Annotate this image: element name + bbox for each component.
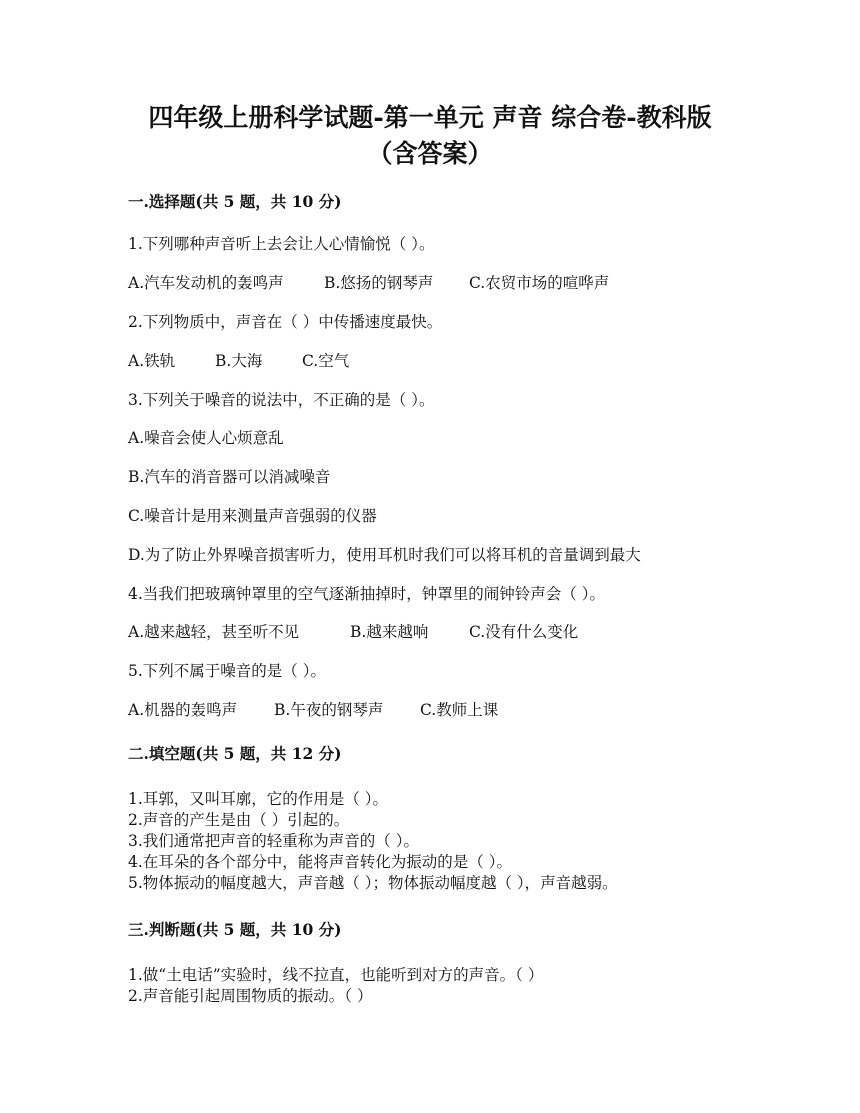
question-text: 5.物体振动的幅度越大，声音越（ ）；物体振动幅度越（ ），声音越弱。 <box>128 874 618 892</box>
question-text: 2.下列物质中，声音在（ ）中传播速度最快。 <box>128 313 443 331</box>
option: C.噪音计是用来测量声音强弱的仪器 <box>128 507 377 525</box>
options-row <box>128 351 349 371</box>
option: A.汽车发动机的轰鸣声 <box>128 274 284 292</box>
option: A.铁轨 <box>128 352 176 370</box>
options-row <box>128 622 578 642</box>
section-heading: 三.判断题(共 5 题，共 10 分) <box>128 920 342 939</box>
option: B.汽车的消音器可以消减噪音 <box>128 468 331 486</box>
page-title: 四年级上册科学试题-第一单元 声音 综合卷-教科版 <box>148 103 712 132</box>
question-text: 2.声音的产生是由（ ）引起的。 <box>128 811 350 829</box>
option: C.没有什么变化 <box>469 623 579 641</box>
options-row <box>128 273 609 293</box>
page-subtitle: （含答案） <box>367 139 493 168</box>
option: C.教师上课 <box>420 701 499 719</box>
question-text: 4.当我们把玻璃钟罩里的空气逐渐抽掉时，钟罩里的闹钟铃声会（ ）。 <box>128 585 605 603</box>
question-text: 1.做“土电话”实验时，线不拉直，也能听到对方的声音。（ ） <box>128 966 544 984</box>
option: B.悠扬的钢琴声 <box>324 274 434 292</box>
option: C.空气 <box>302 352 350 370</box>
option: A.噪音会使人心烦意乱 <box>128 429 284 447</box>
question-text: 3.下列关于噪音的说法中，不正确的是（ ）。 <box>128 391 435 409</box>
question-text: 1.耳郭，又叫耳廓，它的作用是（ ）。 <box>128 790 388 808</box>
option: C.农贸市场的喧哗声 <box>469 274 610 292</box>
question-text: 1.下列哪种声音听上去会让人心情愉悦（ ）。 <box>128 235 435 253</box>
section-heading: 二.填空题(共 5 题，共 12 分) <box>128 744 342 763</box>
option: D.为了防止外界噪音损害听力，使用耳机时我们可以将耳机的音量调到最大 <box>128 546 641 564</box>
question-text: 2.声音能引起周围物质的振动。（ ） <box>128 987 373 1005</box>
option: A.机器的轰鸣声 <box>128 701 238 719</box>
question-text: 4.在耳朵的各个部分中，能将声音转化为振动的是（ ）。 <box>128 853 512 871</box>
option: A.越来越轻，甚至听不见 <box>128 623 300 641</box>
option: B.大海 <box>215 352 263 370</box>
question-text: 5.下列不属于噪音的是（ ）。 <box>128 662 326 680</box>
option: B.越来越响 <box>350 623 429 641</box>
question-text: 3.我们通常把声音的轻重称为声音的（ ）。 <box>128 832 419 850</box>
section-heading: 一.选择题(共 5 题，共 10 分) <box>128 192 342 211</box>
options-row <box>128 700 498 720</box>
option: B.午夜的钢琴声 <box>274 701 384 719</box>
